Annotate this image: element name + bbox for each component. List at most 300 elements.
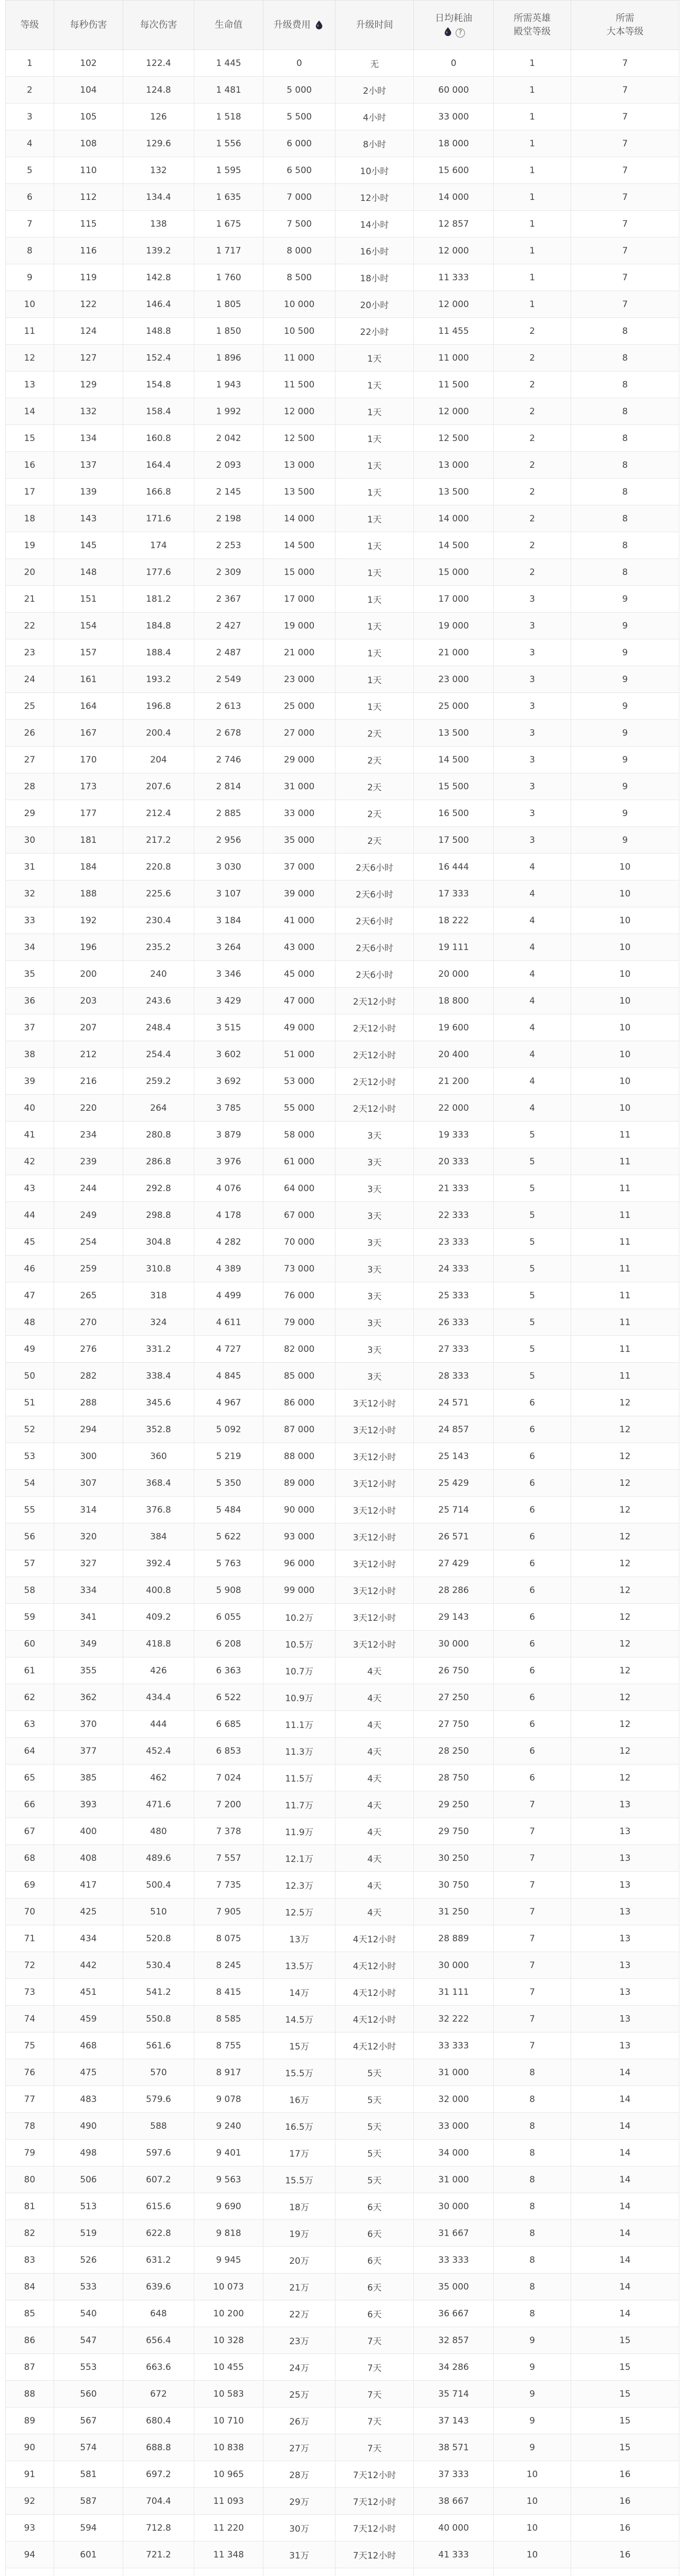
cell-per-hit: 310.8 — [123, 1256, 194, 1282]
cell-dps: 102 — [54, 50, 123, 77]
cell-dps: 104 — [54, 77, 123, 104]
cell-upgrade-time: 4天12小时 — [336, 1925, 414, 1952]
cell-upgrade-cost: 17万 — [263, 2140, 336, 2166]
cell-per-hit: 132 — [123, 157, 194, 184]
cell-town-hall: 10 — [571, 907, 679, 934]
cell-upgrade-cost: 31 000 — [263, 773, 336, 800]
cell-daily-fuel: 16 500 — [414, 800, 494, 827]
table-row — [6, 238, 679, 264]
cell-hp: 6 522 — [194, 1684, 263, 1711]
cell-hp: 10 965 — [194, 2461, 263, 2488]
cell-level: 35 — [6, 961, 54, 988]
cell-dps: 370 — [54, 1711, 123, 1738]
cell-town-hall: 12 — [571, 1765, 679, 1791]
cell-hero-hall: 8 — [494, 2247, 571, 2274]
cell-upgrade-time: 5天 — [336, 2113, 414, 2140]
cell-town-hall: 15 — [571, 2327, 679, 2354]
cell-dps: 164 — [54, 693, 123, 720]
cell-per-hit: 146.4 — [123, 291, 194, 318]
table-row — [6, 130, 679, 157]
cell-hero-hall: 2 — [494, 559, 571, 586]
cell-level: 82 — [6, 2220, 54, 2247]
cell-per-hit: 324 — [123, 1309, 194, 1336]
cell-upgrade-cost: 6 000 — [263, 130, 336, 157]
cell-upgrade-time: 2天 — [336, 827, 414, 854]
cell-upgrade-cost: 35 000 — [263, 827, 336, 854]
header-daily-fuel-icons — [416, 25, 491, 39]
cell-hero-hall: 7 — [494, 1899, 571, 1925]
cell-upgrade-time: 4天12小时 — [336, 1952, 414, 1979]
cell-daily-fuel: 35 000 — [414, 2274, 494, 2300]
table-row — [6, 1631, 679, 1657]
cell-dps: 143 — [54, 505, 123, 532]
cell-level: 43 — [6, 1175, 54, 1202]
cell-per-hit: 230.4 — [123, 907, 194, 934]
cell-daily-fuel: 34 000 — [414, 2140, 494, 2166]
cell-level: 12 — [6, 345, 54, 371]
cell-upgrade-time: 3天12小时 — [336, 1631, 414, 1657]
table-row — [6, 1202, 679, 1229]
cell-hp: 8 755 — [194, 2032, 263, 2059]
cell-town-hall: 16 — [571, 2541, 679, 2568]
cell-per-hit: 426 — [123, 1657, 194, 1684]
cell-daily-fuel: 37 333 — [414, 2461, 494, 2488]
cell-dps: 259 — [54, 1256, 123, 1282]
cell-level: 86 — [6, 2327, 54, 2354]
cell-hero-hall: 5 — [494, 1175, 571, 1202]
cell-hero-hall: 3 — [494, 666, 571, 693]
cell-daily-fuel: 0 — [414, 50, 494, 77]
table-row — [6, 961, 679, 988]
cell-daily-fuel: 40 000 — [414, 2515, 494, 2541]
cell-hp: 9 401 — [194, 2140, 263, 2166]
cell-hero-hall: 5 — [494, 1229, 571, 1256]
cell-upgrade-cost: 6 500 — [263, 157, 336, 184]
cell-hero-hall: 8 — [494, 2113, 571, 2140]
cell-upgrade-cost: 13 000 — [263, 452, 336, 479]
table-row — [6, 1872, 679, 1899]
cell-per-hit: 164.4 — [123, 452, 194, 479]
table-row — [6, 2300, 679, 2327]
cell-daily-fuel: 33 333 — [414, 2032, 494, 2059]
cell-upgrade-time: 6天 — [336, 2193, 414, 2220]
cell-hp: 10 200 — [194, 2300, 263, 2327]
cell-upgrade-cost: 55 000 — [263, 1095, 336, 1122]
cell-town-hall: 9 — [571, 747, 679, 773]
cell-level: 2 — [6, 77, 54, 104]
cell-upgrade-cost: 16.5万 — [263, 2113, 336, 2140]
cell-town-hall: 8 — [571, 452, 679, 479]
cell-per-hit: 360 — [123, 1443, 194, 1470]
cell-town-hall: 10 — [571, 1068, 679, 1095]
cell-hero-hall: 6 — [494, 1389, 571, 1416]
cell-dps: 239 — [54, 1148, 123, 1175]
cell-dps: 129 — [54, 371, 123, 398]
cell-hero-hall: 9 — [494, 2408, 571, 2434]
cell-level: 33 — [6, 907, 54, 934]
cell-upgrade-time: 3天 — [336, 1336, 414, 1363]
cell-dps: 177 — [54, 800, 123, 827]
cell-hero-hall: 5 — [494, 1336, 571, 1363]
cell-upgrade-cost: 21万 — [263, 2274, 336, 2300]
cell-per-hit: 648 — [123, 2300, 194, 2327]
cell-daily-fuel: 17 000 — [414, 586, 494, 613]
cell-upgrade-time: 8小时 — [336, 130, 414, 157]
cell-upgrade-time: 7天 — [336, 2354, 414, 2381]
cell-hp: 1 518 — [194, 104, 263, 130]
table-row — [6, 988, 679, 1014]
cell-hp: 2 613 — [194, 693, 263, 720]
cell-upgrade-cost: 85 000 — [263, 1363, 336, 1389]
cell-per-hit: 280.8 — [123, 1122, 194, 1148]
cell-daily-fuel: 18 222 — [414, 907, 494, 934]
cell-dps: 170 — [54, 747, 123, 773]
table-row — [6, 425, 679, 452]
cell-daily-fuel: 13 500 — [414, 720, 494, 747]
cell-level: 16 — [6, 452, 54, 479]
cell-hero-hall: 6 — [494, 1443, 571, 1470]
cell-hp: 3 515 — [194, 1014, 263, 1041]
cell-upgrade-cost: 11.3万 — [263, 1738, 336, 1765]
cell-town-hall: 14 — [571, 2086, 679, 2113]
cell-daily-fuel: 33 333 — [414, 2247, 494, 2274]
cell-per-hit: 160.8 — [123, 425, 194, 452]
cell-town-hall: 13 — [571, 1791, 679, 1818]
cell-per-hit: 240 — [123, 961, 194, 988]
cell-daily-fuel: 41 333 — [414, 2541, 494, 2568]
cell-per-hit: 639.6 — [123, 2274, 194, 2300]
cell-upgrade-time: 4天 — [336, 1899, 414, 1925]
cell-hp: 5 484 — [194, 1497, 263, 1523]
cell-daily-fuel: 28 889 — [414, 1925, 494, 1952]
table-row — [6, 1470, 679, 1497]
cell-upgrade-time: 1天 — [336, 371, 414, 398]
cell-level: 1 — [6, 50, 54, 77]
cell-hp: 2 885 — [194, 800, 263, 827]
cell-per-hit: 174 — [123, 532, 194, 559]
cell-upgrade-time: 7天12小时 — [336, 2541, 414, 2568]
cell-daily-fuel: 19 000 — [414, 613, 494, 639]
table-row — [6, 1416, 679, 1443]
cell-dps: 425 — [54, 1899, 123, 1925]
table-row — [6, 2354, 679, 2381]
cell-per-hit: 368.4 — [123, 1470, 194, 1497]
cell-hp: 1 635 — [194, 184, 263, 211]
cell-town-hall: 7 — [571, 291, 679, 318]
cell-dps: 526 — [54, 2247, 123, 2274]
cell-hp: 3 107 — [194, 880, 263, 907]
cell-dps: 513 — [54, 2193, 123, 2220]
cell-level: 73 — [6, 1979, 54, 2006]
cell-upgrade-cost: 27 000 — [263, 720, 336, 747]
cell-daily-fuel: 30 250 — [414, 1845, 494, 1872]
question-circle-icon[interactable]: ? — [456, 28, 465, 38]
cell-dps: 601 — [54, 2541, 123, 2568]
cell-hp: 8 585 — [194, 2006, 263, 2032]
cell-dps: 173 — [54, 773, 123, 800]
cell-hero-hall: 1 — [494, 50, 571, 77]
cell-hero-hall: 3 — [494, 613, 571, 639]
cell-hero-hall: 6 — [494, 1416, 571, 1443]
cell-daily-fuel — [414, 2568, 494, 2576]
cell-per-hit: 154.8 — [123, 371, 194, 398]
cell-per-hit: 541.2 — [123, 1979, 194, 2006]
table-row — [6, 479, 679, 505]
cell-per-hit: 225.6 — [123, 880, 194, 907]
cell-hero-hall: 9 — [494, 2354, 571, 2381]
cell-hero-hall: 1 — [494, 291, 571, 318]
cell-level: 88 — [6, 2381, 54, 2408]
cell-upgrade-cost: 96 000 — [263, 1550, 336, 1577]
cell-dps: 327 — [54, 1550, 123, 1577]
cell-upgrade-cost: 11 500 — [263, 371, 336, 398]
cell-upgrade-time: 2天 — [336, 720, 414, 747]
cell-dps: 254 — [54, 1229, 123, 1256]
cell-per-hit: 672 — [123, 2381, 194, 2408]
cell-hp: 7 735 — [194, 1872, 263, 1899]
cell-town-hall: 14 — [571, 2166, 679, 2193]
cell-dps: 151 — [54, 586, 123, 613]
cell-upgrade-time: 1天 — [336, 505, 414, 532]
table-row — [6, 505, 679, 532]
table-row — [6, 318, 679, 345]
cell-upgrade-cost: 73 000 — [263, 1256, 336, 1282]
cell-town-hall: 12 — [571, 1389, 679, 1416]
cell-town-hall: 15 — [571, 2434, 679, 2461]
cell-dps: 249 — [54, 1202, 123, 1229]
cell-daily-fuel: 15 600 — [414, 157, 494, 184]
cell-hero-hall: 7 — [494, 2006, 571, 2032]
cell-daily-fuel: 17 500 — [414, 827, 494, 854]
cell-upgrade-time: 2天6小时 — [336, 934, 414, 961]
cell-dps: 490 — [54, 2113, 123, 2140]
cell-dps: 200 — [54, 961, 123, 988]
cell-per-hit: 392.4 — [123, 1550, 194, 1577]
cell-per-hit: 384 — [123, 1523, 194, 1550]
cell-level: 41 — [6, 1122, 54, 1148]
cell-hp: 5 622 — [194, 1523, 263, 1550]
cell-dps: 498 — [54, 2140, 123, 2166]
cell-upgrade-time: 2小时 — [336, 77, 414, 104]
cell-upgrade-time: 3天12小时 — [336, 1497, 414, 1523]
cell-hero-hall: 10 — [494, 2488, 571, 2515]
cell-upgrade-time: 3天 — [336, 1148, 414, 1175]
cell-hp: 3 879 — [194, 1122, 263, 1148]
cell-hero-hall: 2 — [494, 345, 571, 371]
cell-per-hit: 462 — [123, 1765, 194, 1791]
cell-hero-hall: 8 — [494, 2086, 571, 2113]
cell-hp: 1 760 — [194, 264, 263, 291]
cell-level: 14 — [6, 398, 54, 425]
hero-stats-table — [5, 0, 679, 2576]
cell-hero-hall — [494, 2568, 571, 2576]
cell-hp: 9 818 — [194, 2220, 263, 2247]
cell-town-hall: 14 — [571, 2140, 679, 2166]
cell-upgrade-time: 3天 — [336, 1309, 414, 1336]
cell-upgrade-time: 10小时 — [336, 157, 414, 184]
cell-upgrade-cost: 99 000 — [263, 1577, 336, 1604]
cell-upgrade-time: 1天 — [336, 586, 414, 613]
cell-per-hit: 697.2 — [123, 2461, 194, 2488]
cell-per-hit: 286.8 — [123, 1148, 194, 1175]
cell-hero-hall: 4 — [494, 961, 571, 988]
cell-daily-fuel: 14 000 — [414, 505, 494, 532]
cell-town-hall: 8 — [571, 559, 679, 586]
cell-hp: 3 346 — [194, 961, 263, 988]
cell-hero-hall: 6 — [494, 1604, 571, 1631]
cell-upgrade-cost: 14 500 — [263, 532, 336, 559]
cell-hero-hall: 6 — [494, 1550, 571, 1577]
table-row — [6, 1014, 679, 1041]
cell-daily-fuel: 25 143 — [414, 1443, 494, 1470]
cell-daily-fuel: 27 429 — [414, 1550, 494, 1577]
cell-dps: 377 — [54, 1738, 123, 1765]
cell-level: 15 — [6, 425, 54, 452]
cell-hero-hall: 2 — [494, 398, 571, 425]
cell-dps: 161 — [54, 666, 123, 693]
cell-daily-fuel: 21 200 — [414, 1068, 494, 1095]
cell-upgrade-cost: 23 000 — [263, 666, 336, 693]
cell-level: 61 — [6, 1657, 54, 1684]
cell-hp: 2 253 — [194, 532, 263, 559]
cell-hero-hall: 8 — [494, 2059, 571, 2086]
cell-daily-fuel: 35 714 — [414, 2381, 494, 2408]
cell-level: 22 — [6, 613, 54, 639]
table-row — [6, 371, 679, 398]
cell-level: 18 — [6, 505, 54, 532]
cell-hp: 6 363 — [194, 1657, 263, 1684]
cell-hp: 9 078 — [194, 2086, 263, 2113]
cell-hero-hall: 5 — [494, 1202, 571, 1229]
table-row — [6, 827, 679, 854]
cell-level: 65 — [6, 1765, 54, 1791]
cell-hero-hall: 8 — [494, 2166, 571, 2193]
cell-level: 79 — [6, 2140, 54, 2166]
table-row — [6, 532, 679, 559]
cell-daily-fuel: 31 250 — [414, 1899, 494, 1925]
table-row — [6, 1389, 679, 1416]
cell-dps: 110 — [54, 157, 123, 184]
cell-daily-fuel: 28 750 — [414, 1765, 494, 1791]
table-row — [6, 2086, 679, 2113]
cell-town-hall: 7 — [571, 104, 679, 130]
cell-dps: 124 — [54, 318, 123, 345]
cell-daily-fuel: 31 667 — [414, 2220, 494, 2247]
cell-upgrade-cost: 10.2万 — [263, 1604, 336, 1631]
cell-town-hall: 7 — [571, 184, 679, 211]
header-upgrade-cost-label: 升级费用 — [273, 19, 311, 30]
table-row — [6, 264, 679, 291]
table-row — [6, 1175, 679, 1202]
cell-upgrade-cost: 37 000 — [263, 854, 336, 880]
cell-level: 75 — [6, 2032, 54, 2059]
cell-upgrade-time: 4天 — [336, 1711, 414, 1738]
cell-dps: 587 — [54, 2488, 123, 2515]
table-row — [6, 2113, 679, 2140]
cell-hero-hall: 6 — [494, 1711, 571, 1738]
cell-dps: 560 — [54, 2381, 123, 2408]
cell-town-hall: 9 — [571, 773, 679, 800]
cell-per-hit: 193.2 — [123, 666, 194, 693]
cell-daily-fuel: 20 000 — [414, 961, 494, 988]
cell-per-hit: 520.8 — [123, 1925, 194, 1952]
cell-level: 28 — [6, 773, 54, 800]
cell-town-hall: 8 — [571, 479, 679, 505]
cell-hero-hall: 4 — [494, 907, 571, 934]
table-row — [6, 800, 679, 827]
header-town-hall — [571, 1, 679, 50]
cell-level: 91 — [6, 2461, 54, 2488]
cell-upgrade-cost: 12.1万 — [263, 1845, 336, 1872]
cell-daily-fuel: 38 667 — [414, 2488, 494, 2515]
cell-upgrade-time: 3天12小时 — [336, 1604, 414, 1631]
table-row — [6, 773, 679, 800]
cell-level: 40 — [6, 1095, 54, 1122]
cell-hp: 4 967 — [194, 1389, 263, 1416]
cell-dps: 119 — [54, 264, 123, 291]
cell-upgrade-time: 5天 — [336, 2059, 414, 2086]
cell-dps: 105 — [54, 104, 123, 130]
cell-dps: 276 — [54, 1336, 123, 1363]
cell-hp: 2 746 — [194, 747, 263, 773]
cell-town-hall: 7 — [571, 238, 679, 264]
table-row — [6, 1845, 679, 1872]
cell-per-hit: 530.4 — [123, 1952, 194, 1979]
cell-hp: 2 956 — [194, 827, 263, 854]
cell-per-hit: 196.8 — [123, 693, 194, 720]
cell-upgrade-cost: 29万 — [263, 2488, 336, 2515]
cell-per-hit: 588 — [123, 2113, 194, 2140]
cell-upgrade-time: 1天 — [336, 345, 414, 371]
table-row — [6, 1068, 679, 1095]
cell-hero-hall: 2 — [494, 505, 571, 532]
cell-daily-fuel: 19 111 — [414, 934, 494, 961]
cell-upgrade-cost: 76 000 — [263, 1282, 336, 1309]
cell-level: 42 — [6, 1148, 54, 1175]
table-row — [6, 1497, 679, 1523]
cell-dps: 567 — [54, 2408, 123, 2434]
cell-daily-fuel: 28 250 — [414, 1738, 494, 1765]
cell-dps: 112 — [54, 184, 123, 211]
cell-level: 66 — [6, 1791, 54, 1818]
cell-upgrade-time: 2天12小时 — [336, 988, 414, 1014]
cell-upgrade-time: 1天 — [336, 693, 414, 720]
cell-town-hall: 12 — [571, 1738, 679, 1765]
cell-upgrade-cost: 15.5万 — [263, 2059, 336, 2086]
cell-level: 23 — [6, 639, 54, 666]
cell-upgrade-time: 2天6小时 — [336, 880, 414, 907]
table-row — [6, 2408, 679, 2434]
cell-hero-hall: 1 — [494, 130, 571, 157]
cell-daily-fuel: 19 600 — [414, 1014, 494, 1041]
cell-upgrade-cost: 31万 — [263, 2541, 336, 2568]
cell-level: 77 — [6, 2086, 54, 2113]
cell-upgrade-cost: 26万 — [263, 2408, 336, 2434]
cell-daily-fuel: 15 500 — [414, 773, 494, 800]
cell-upgrade-cost: 7 500 — [263, 211, 336, 238]
cell-daily-fuel: 27 333 — [414, 1336, 494, 1363]
cell-hero-hall: 9 — [494, 2381, 571, 2408]
cell-hero-hall: 5 — [494, 1122, 571, 1148]
cell-hero-hall: 3 — [494, 586, 571, 613]
cell-hp: 1 850 — [194, 318, 263, 345]
cell-hero-hall: 1 — [494, 211, 571, 238]
cell-level: 48 — [6, 1309, 54, 1336]
cell-dps: 385 — [54, 1765, 123, 1791]
cell-upgrade-time: 4天 — [336, 1738, 414, 1765]
cell-dps: 196 — [54, 934, 123, 961]
cell-upgrade-cost: 24万 — [263, 2354, 336, 2381]
